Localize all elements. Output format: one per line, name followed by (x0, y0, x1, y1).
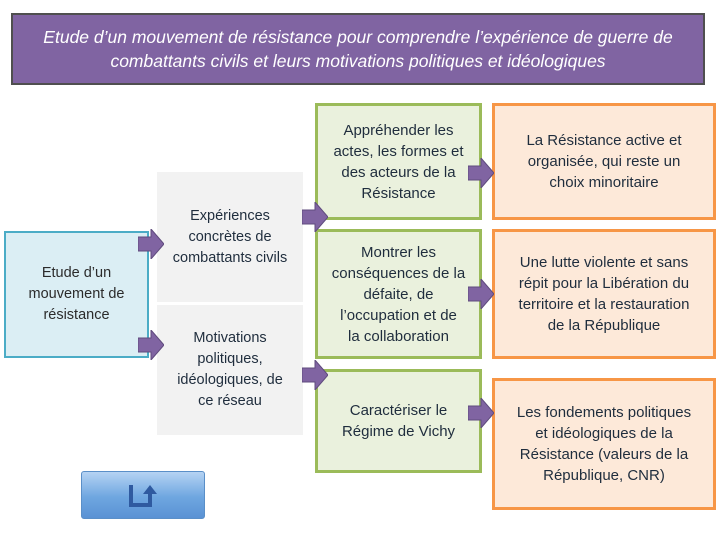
experiences-line-3: combattants civils (172, 249, 288, 266)
goal-box-3 (315, 369, 482, 473)
goal2-line-1: Montrer les (360, 243, 437, 261)
experiences-line-1: Expériences (190, 207, 270, 224)
right-arrow-icon (138, 330, 164, 360)
goal1-line-2: actes, les formes et (333, 142, 464, 160)
right-arrow-icon (302, 202, 328, 232)
root-line-2: mouvement de (28, 286, 125, 302)
root-box (4, 231, 149, 358)
return-arrow-icon (128, 480, 158, 510)
outcome-box-3 (492, 378, 716, 510)
motivations-line-4: ce réseau (198, 393, 262, 409)
goal-box-1 (315, 103, 482, 220)
motivations-line-3: idéologiques, de (177, 372, 283, 388)
outcome-box-2 (492, 229, 716, 359)
goal2-line-3: défaite, de (363, 285, 434, 303)
outcome1-line-1: La Résistance active et (526, 132, 682, 149)
outcome2-line-4: de la République (547, 317, 661, 334)
experiences-line-2: concrètes de (188, 228, 272, 245)
goal1-line-4: Résistance (361, 184, 436, 202)
motivations-line-2: politiques, (197, 351, 263, 367)
outcome2-line-2: répit pour la Libération du (518, 275, 690, 292)
outcome-box-1 (492, 103, 716, 220)
root-line-1: Etude d’un (41, 265, 112, 281)
title-line-1: Etude d’un mouvement de résistance pour comprendre l’expérience de guerre de (43, 27, 673, 47)
outcome2-line-1: Une lutte violente et sans (519, 254, 689, 271)
root-line-3: résistance (43, 307, 110, 323)
right-arrow-icon (468, 279, 494, 309)
right-arrow-icon (468, 158, 494, 188)
outcome3-line-1: Les fondements politiques (516, 404, 692, 421)
goal1-line-3: des acteurs de la (341, 163, 456, 181)
outcome1-line-2: organisée, qui reste un (527, 153, 681, 170)
return-button[interactable] (81, 471, 205, 519)
branch-experiences (157, 172, 303, 302)
outcome3-line-3: Résistance (valeurs de la (519, 446, 689, 463)
right-arrow-icon (138, 229, 164, 259)
outcome3-line-2: et idéologiques de la (535, 425, 673, 442)
goal1-line-1: Appréhender les (343, 121, 454, 139)
goal2-line-4: l’occupation et de (340, 306, 457, 324)
goal2-line-2: conséquences de la (331, 264, 466, 282)
goal-box-2 (315, 229, 482, 359)
right-arrow-icon (302, 360, 328, 390)
outcome1-line-3: choix minoritaire (549, 174, 659, 191)
motivations-line-1: Motivations (193, 330, 267, 346)
goal3-line-2: Régime de Vichy (341, 423, 456, 440)
goal3-line-1: Caractériser le (349, 402, 448, 419)
right-arrow-icon (468, 398, 494, 428)
title-line-2: combattants civils et leurs motivations politiques et idéologiques (110, 51, 606, 71)
goal2-line-5: la collaboration (348, 327, 449, 345)
outcome3-line-4: République, CNR) (543, 467, 665, 484)
outcome2-line-3: territoire et la restauration (518, 296, 690, 313)
page-title (11, 13, 705, 85)
branch-motivations (157, 305, 303, 435)
